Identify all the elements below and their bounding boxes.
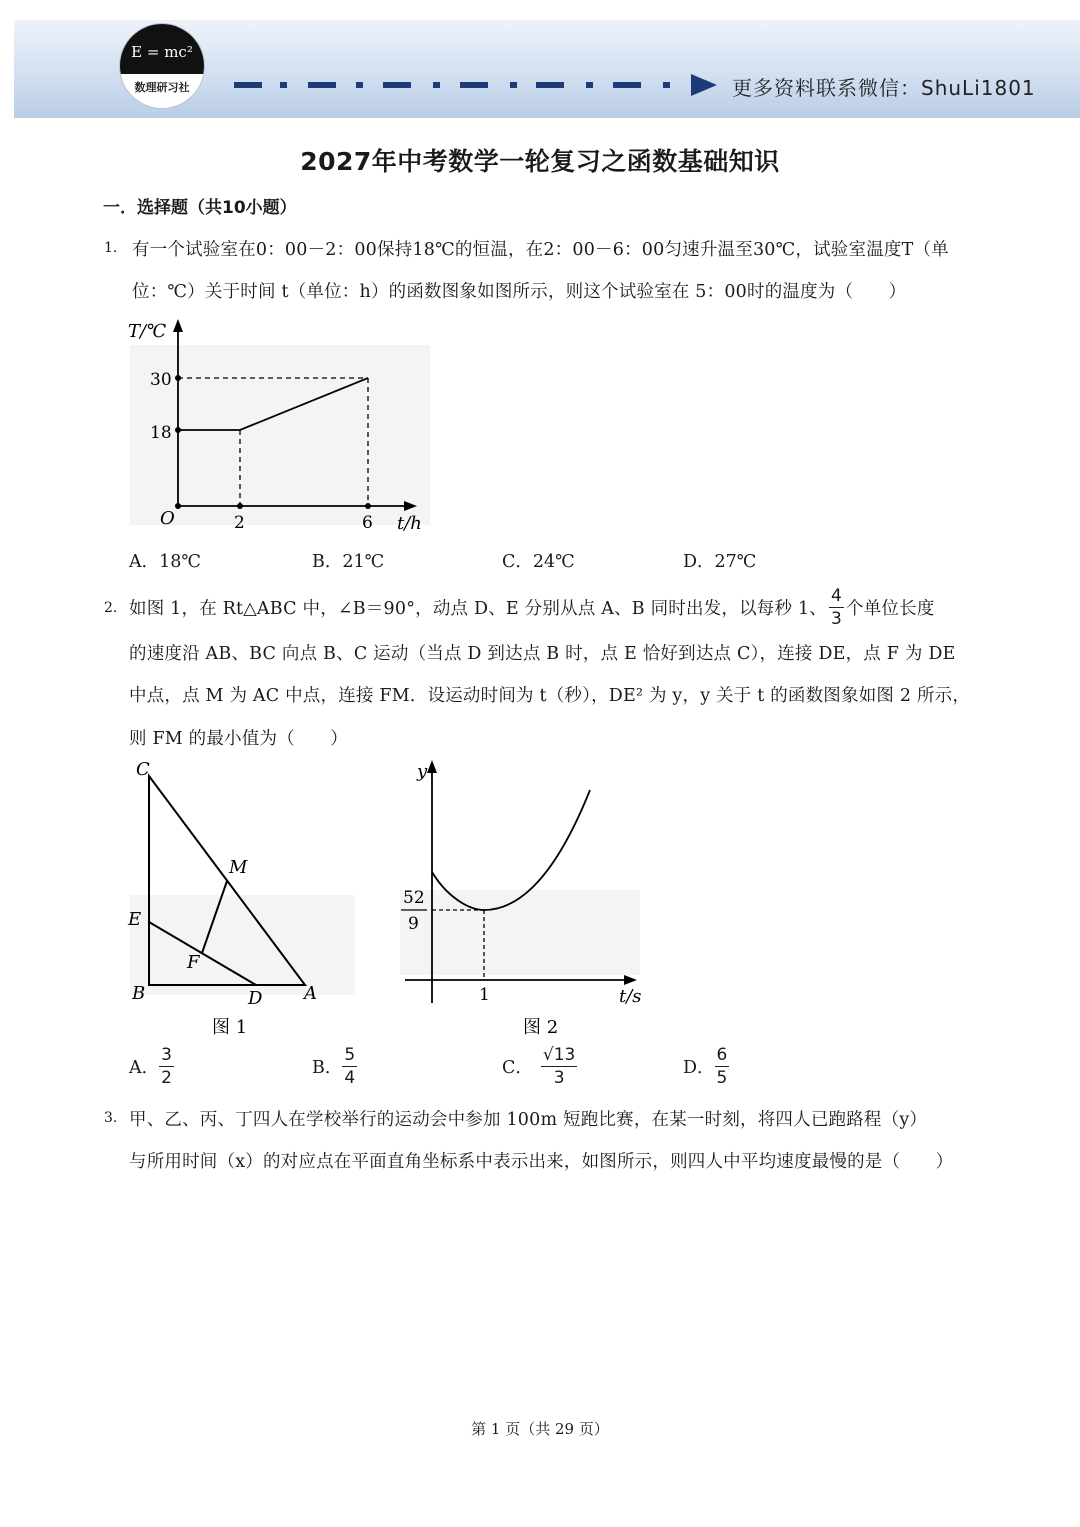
y-axis-arrow [173, 319, 183, 332]
x-tick-6: 6 [362, 513, 373, 533]
logo-name: 数理研习社 [134, 81, 190, 94]
option-a-fraction [159, 1044, 174, 1089]
option-b-fraction [342, 1044, 357, 1089]
figure2-caption: 图 2 [523, 1017, 559, 1038]
option-c-den: 3 [553, 1068, 565, 1088]
q1-option-b: B．21℃ [312, 552, 385, 572]
option-d-letter: D． [683, 1058, 715, 1078]
dashed-arrow-decoration [228, 74, 728, 98]
page-footer: 第 1 页（共 29 页） [471, 1420, 609, 1438]
point-x6 [365, 503, 371, 509]
fig2-y-tick-denominator: 9 [408, 914, 419, 934]
q2-option-a [129, 1044, 174, 1089]
q2-option-b [312, 1044, 357, 1089]
q2-line1-start: 如图 1，在 Rt△ABC 中，∠B＝90°，动点 D、E 分别从点 A、B 同时出发，以每秒 1、 [129, 598, 827, 619]
q3-text-line1: 甲、乙、丙、丁四人在学校举行的运动会中参加 100m 短跑比赛，在某一时刻，将四人已跑路程（y） [129, 1110, 928, 1130]
point-y18 [175, 427, 181, 433]
label-f: F [187, 952, 200, 973]
fig2-background [400, 890, 640, 975]
fig1-background [130, 895, 355, 995]
logo [120, 24, 204, 108]
option-b-num: 5 [344, 1045, 356, 1065]
q1-text-line2: 位：℃）关于时间 t（单位：h）的函数图象如图所示，则这个试验室在 5：00时的温度为（ ） [132, 282, 907, 302]
fig2-y-axis-arrow [427, 760, 437, 773]
option-a-num: 3 [161, 1045, 172, 1065]
option-d-fraction [715, 1044, 730, 1089]
q2-figure1-triangle [120, 755, 360, 1045]
option-c-letter: C． [502, 1058, 533, 1078]
label-d: D [248, 988, 263, 1009]
q2-figure2-graph [395, 755, 655, 1045]
fraction-numerator: 4 [831, 585, 843, 606]
page-title: 2027年中考数学一轮复习之函数基础知识 [300, 147, 780, 176]
point-y30 [175, 375, 181, 381]
label-b: B [132, 983, 146, 1004]
q3-number: 3. [104, 1110, 118, 1126]
q2-text-line2: 的速度沿 AB、BC 向点 B、C 运动（当点 D 到达点 B 时，点 E 恰好到达点 C），连接 DE，点 F 为 DE [129, 644, 956, 664]
fig2-y-label: y [417, 761, 428, 782]
fig2-x-label: t/s [619, 986, 642, 1007]
option-d-den: 5 [716, 1068, 728, 1088]
label-a: A [304, 983, 317, 1004]
q2-option-c [502, 1044, 577, 1089]
point-origin [175, 503, 181, 509]
origin-label: O [160, 508, 175, 529]
option-c-num: √13 [542, 1045, 576, 1065]
logo-formula: E = mc² [120, 24, 204, 74]
q1-option-c: C．24℃ [502, 552, 575, 572]
option-a-letter: A． [129, 1058, 160, 1078]
q1-graph [120, 315, 440, 535]
option-b-letter: B． [312, 1058, 343, 1078]
q2-number: 2. [104, 600, 118, 616]
section-heading: 一．选择题（共10小题） [103, 198, 297, 218]
point-x2 [237, 503, 243, 509]
option-a-den: 2 [161, 1068, 172, 1088]
q1-number: 1. [104, 240, 118, 256]
option-b-den: 4 [344, 1068, 356, 1088]
contact-text: 更多资料联系微信：ShuLi1801 [732, 76, 1036, 100]
fraction-denominator: 3 [831, 608, 843, 629]
y-tick-30: 30 [150, 370, 172, 390]
figure1-caption: 图 1 [212, 1017, 248, 1038]
speed-fraction [829, 585, 844, 630]
label-m: M [229, 857, 248, 878]
q2-text-line1 [129, 585, 935, 629]
option-d-num: 6 [716, 1045, 728, 1065]
y-axis-label: T/℃ [128, 321, 167, 342]
fig2-x-axis-arrow [624, 975, 637, 985]
q2-option-d [683, 1044, 729, 1089]
q2-text-line3: 中点，点 M 为 AC 中点，连接 FM．设运动时间为 t（秒），DE² 为 y，y 关于 t 的函数图象如图 2 所示， [129, 686, 971, 706]
fig2-y-tick-numerator: 52 [403, 888, 425, 908]
x-tick-2: 2 [234, 513, 245, 533]
x-axis-label: t/h [397, 513, 422, 534]
fig2-x-tick: 1 [479, 985, 490, 1005]
q1-text-line1: 有一个试验室在0：00－2：00保持18℃的恒温，在2：00－6：00匀速升温至30℃，试验室温度T（单 [132, 240, 949, 260]
q2-line1-end: 个单位长度 [846, 598, 935, 619]
label-e: E [128, 909, 142, 930]
y-tick-18: 18 [150, 423, 172, 443]
q1-option-d: D．27℃ [683, 552, 757, 572]
q3-text-line2: 与所用时间（x）的对应点在平面直角坐标系中表示出来，如图所示，则四人中平均速度最慢的是（ ） [129, 1152, 954, 1172]
q1-option-a: A．18℃ [129, 552, 201, 572]
label-c: C [136, 759, 150, 780]
option-c-fraction [541, 1044, 577, 1089]
q2-text-line4: 则 FM 的最小值为（ ） [129, 729, 348, 749]
graph-background [130, 345, 430, 525]
